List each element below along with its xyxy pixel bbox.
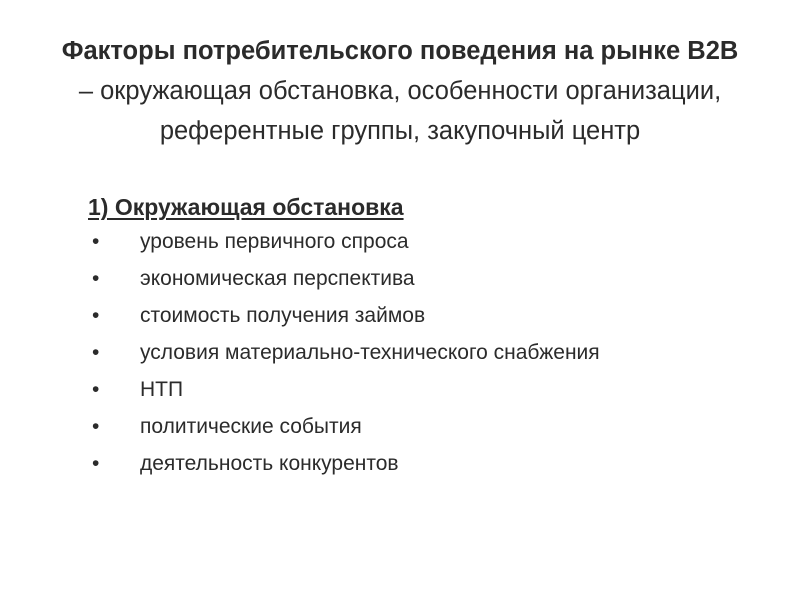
bullet-icon: • [92, 378, 100, 401]
title-line-3: референтные группы, закупочный центр [159, 117, 641, 145]
list-item-text: деятельность конкурентов [140, 452, 399, 475]
list-item [88, 302, 768, 339]
list-item [88, 413, 768, 450]
bullet-icon: • [92, 452, 100, 475]
list-item [88, 450, 768, 487]
list-item-text: НТП [140, 378, 184, 401]
bullet-icon: • [92, 230, 100, 253]
bullet-icon: • [92, 341, 100, 364]
list-item-text: уровень первичного спроса [140, 230, 409, 253]
list-item-text: политические события [140, 415, 362, 438]
bullet-icon: • [92, 304, 100, 327]
environment-section [88, 192, 768, 475]
bullet-list [88, 228, 768, 487]
slide-title [20, 31, 780, 151]
list-item-text: условия материально-технического снабжения [140, 341, 600, 364]
title-line-2: – окружающая обстановка, особенности организации, [78, 77, 722, 105]
list-item [88, 228, 768, 265]
list-item [88, 339, 768, 376]
list-item-text: экономическая перспектива [140, 267, 415, 290]
list-item [88, 376, 768, 413]
bullet-icon: • [92, 267, 100, 290]
list-item-text: стоимость получения займов [140, 304, 426, 327]
list-item [88, 265, 768, 302]
section-heading: 1) Окружающая обстановка [88, 194, 404, 220]
title-line-1: Факторы потребительского поведения на рынке B2B [61, 37, 739, 65]
bullet-icon: • [92, 415, 100, 438]
